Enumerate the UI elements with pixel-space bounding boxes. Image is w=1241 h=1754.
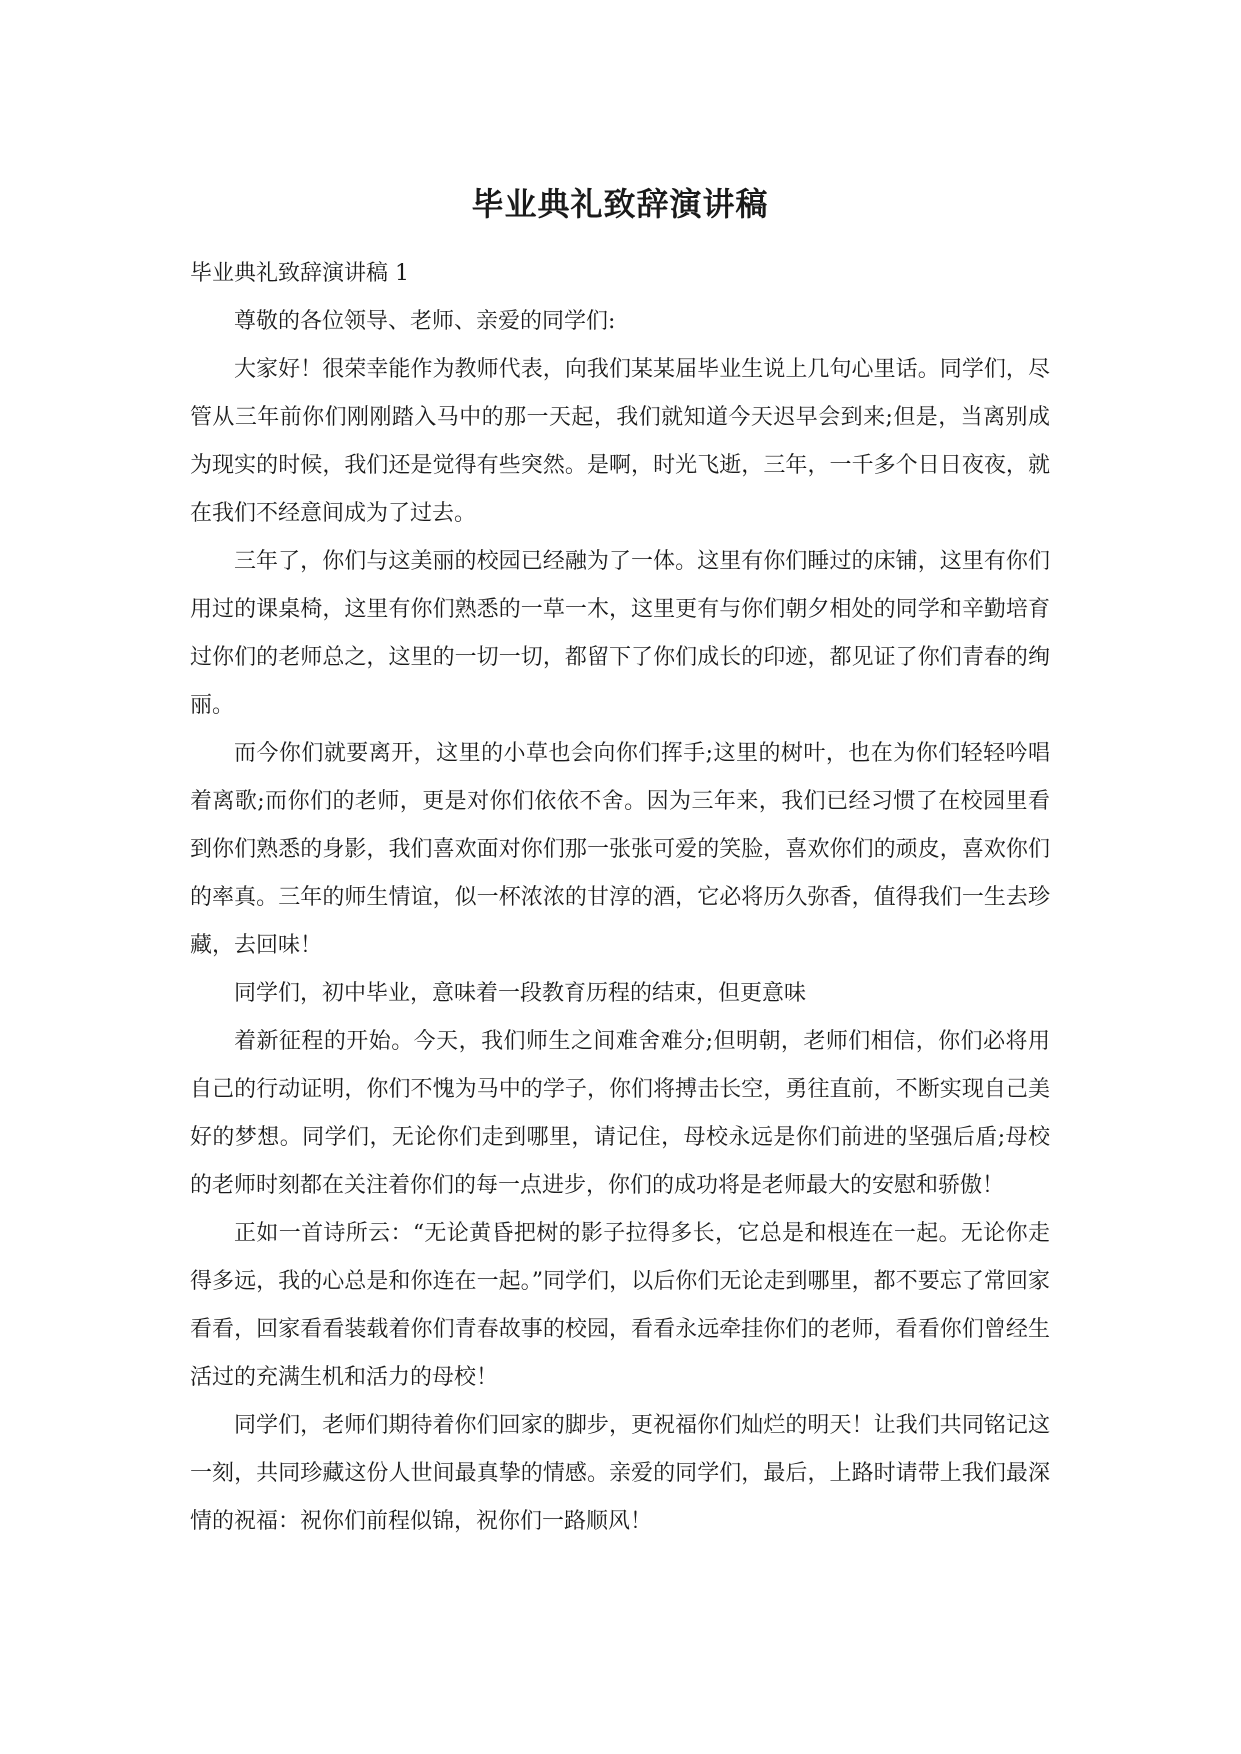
paragraph: 正如一首诗所云：“无论黄昏把树的影子拉得多长，它总是和根连在一起。无论你走得多远，我的心总是和你连在一起。”同学们，以后你们无论走到哪里，都不要忘了常回家看看，回家看看装载着你们青春故事的校园，看看永远牵挂你们的老师，看看你们曾经生活过的充满生机和活力的母校！ [190, 1221, 1050, 1390]
paragraph: 三年了，你们与这美丽的校园已经融为了一体。这里有你们睡过的床铺，这里有你们用过的课桌椅，这里有你们熟悉的一草一木，这里更有与你们朝夕相处的同学和辛勤培育过你们的老师总之，这里的一切一切，都留下了你们成长的印迹，都见证了你们青春的绚丽。 [190, 549, 1050, 718]
document-title: 毕业典礼致辞演讲稿 [471, 185, 769, 223]
paragraph-closing: 同学们，老师们期待着你们回家的脚步，更祝福你们灿烂的明天！让我们共同铭记这一刻，共同珍藏这份人世间最真挚的情感。亲爱的同学们，最后，上路时请带上我们最深情的祝福：祝你们前程似锦，祝你们一路顺风！ [190, 1413, 1050, 1534]
paragraph: 而今你们就要离开，这里的小草也会向你们挥手;这里的树叶，也在为你们轻轻吟唱着离歌;而你们的老师，更是对你们依依不舍。因为三年来，我们已经习惯了在校园里看到你们熟悉的身影，我们喜欢面对你们那一张张可爱的笑脸，喜欢你们的顽皮，喜欢你们的率真。三年的师生情谊，似一杯浓浓的甘淳的酒，它必将历久弥香，值得我们一生去珍藏，去回味！ [190, 741, 1050, 958]
paragraph: 同学们，初中毕业，意味着一段教育历程的结束，但更意味 [234, 981, 807, 1006]
paragraph: 着新征程的开始。今天，我们师生之间难舍难分;但明朝，老师们相信，你们必将用自己的行动证明，你们不愧为马中的学子，你们将搏击长空，勇往直前，不断实现自己美好的梦想。同学们，无论你们走到哪里，请记住，母校永远是你们前进的坚强后盾;母校的老师时刻都在关注着你们的每一点进步，你们的成功将是老师最大的安慰和骄傲！ [190, 1029, 1050, 1198]
section-heading: 毕业典礼致辞演讲稿 1 [190, 261, 409, 286]
paragraph-greeting: 尊敬的各位领导、老师、亲爱的同学们: [234, 309, 616, 334]
paragraph: 大家好！很荣幸能作为教师代表，向我们某某届毕业生说上几句心里话。同学们，尽管从三年前你们刚刚踏入马中的那一天起，我们就知道今天迟早会到来;但是，当离别成为现实的时候，我们还是觉得有些突然。是啊，时光飞逝，三年，一千多个日日夜夜，就在我们不经意间成为了过去。 [190, 357, 1050, 526]
document-page [190, 180, 1050, 1546]
